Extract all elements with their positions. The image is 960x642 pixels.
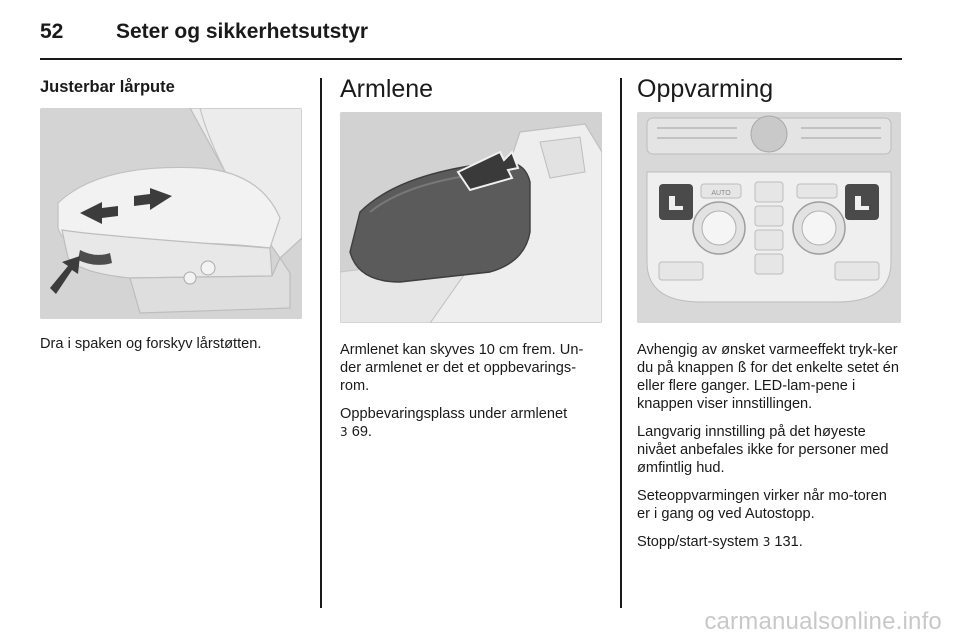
armrest-heading: Armlene [340,75,434,103]
auto-button-label: AUTO [711,190,731,197]
page-reference-icon: 3 [340,425,348,439]
column-armrest [340,62,602,451]
heating-para-4 [637,533,901,551]
column-heating [637,62,901,561]
armrest-storage-page-ref[interactable]: 69. [351,424,372,440]
page-reference-icon: 3 [762,535,771,549]
thigh-support-heading: Justerbar lårpute [40,78,175,96]
heating-para-1-a: Avhengig av ønsket varmeeffekt tryk-ker du på knappen [637,342,898,376]
armrest-illustration [340,112,602,323]
thigh-support-illustration [40,108,302,319]
heating-para-1 [637,341,901,413]
column-divider-2 [620,78,622,608]
heating-para-1-b: for det enkelte setet én eller flere ganger. LED-lam-pene i knappen viser innstillingen. [637,360,899,412]
page-number: 52 [40,20,64,43]
heating-para-3: Seteoppvarmingen virker når mo-toren er i gang og ved Autostopp. [637,488,887,522]
stop-start-page-ref[interactable]: 131. [774,534,803,550]
watermark: carmanualsonline.info [704,608,942,635]
thigh-support-instruction: Dra i spaken og forskyv lårstøtten. [40,336,262,352]
column-divider-1 [320,78,322,608]
stop-start-text: Stopp/start-system [637,534,759,550]
heating-para-2: Langvarig innstilling på det høyeste nivået anbefales ikke for personer med ømfintlig hud. [637,424,889,476]
heating-controls-illustration [637,112,901,323]
armrest-storage-note [340,405,602,441]
armrest-storage-text: Oppbevaringsplass under armlenet [340,406,568,422]
seat-heating-icon: ß [737,360,747,376]
page-header [40,18,902,58]
heating-heading: Oppvarming [637,75,774,103]
chapter-title: Seter og sikkerhetsutstyr [116,20,369,43]
header-rule [40,58,902,60]
armrest-description: Armlenet kan skyves 10 cm frem. Un-der armlenet er det et oppbevarings-rom. [340,342,584,394]
column-thigh-support [40,62,304,363]
